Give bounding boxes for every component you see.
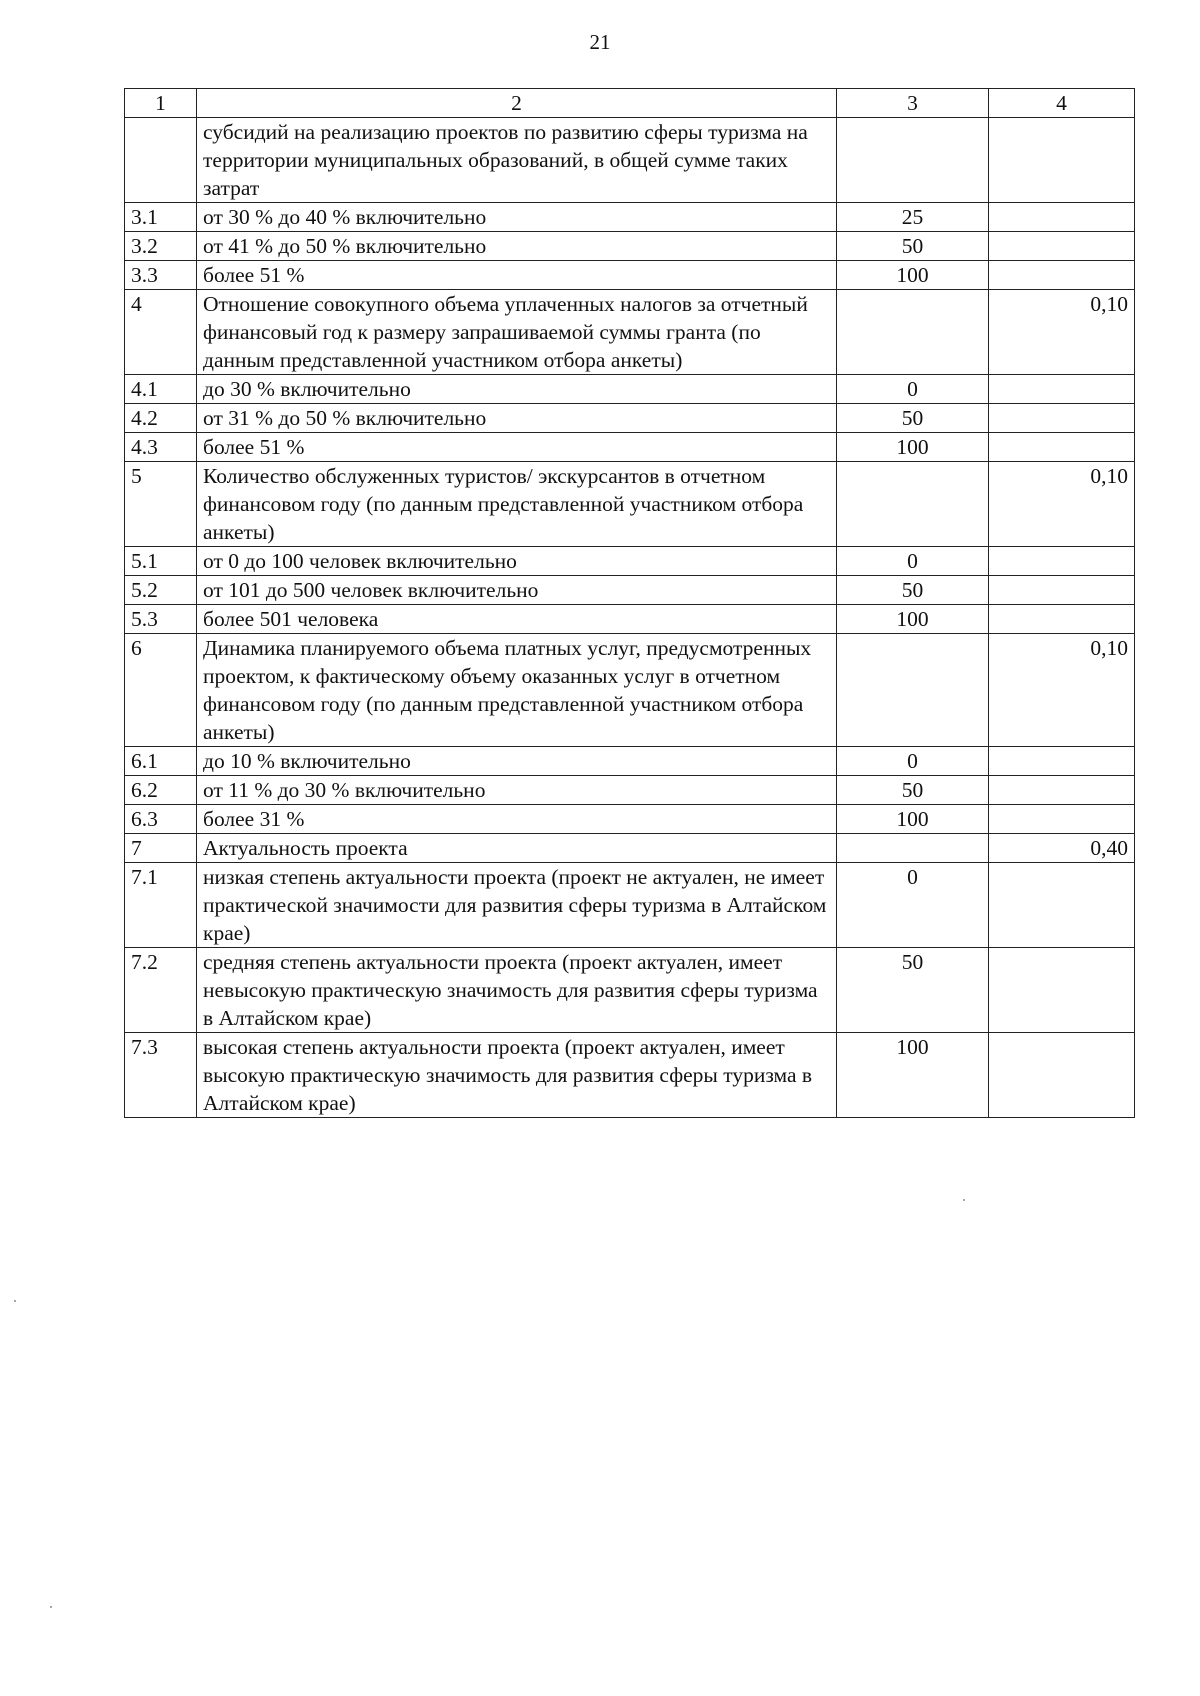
row-description-cell: Актуальность проекта (197, 834, 837, 863)
row-description-cell: более 51 % (197, 433, 837, 462)
row-weight-cell (989, 433, 1135, 462)
row-weight-cell (989, 203, 1135, 232)
row-weight-cell (989, 863, 1135, 948)
row-score-cell (837, 118, 989, 203)
header-cell-2: 2 (197, 89, 837, 118)
table-row (125, 1033, 1135, 1118)
scan-speck (50, 1606, 52, 1608)
row-weight-cell (989, 1033, 1135, 1118)
table-row (125, 375, 1135, 404)
row-number-cell: 4.2 (125, 404, 197, 433)
row-number-cell: 6.1 (125, 747, 197, 776)
table-row (125, 404, 1135, 433)
row-number-cell: 6.2 (125, 776, 197, 805)
row-number-cell: 5.2 (125, 576, 197, 605)
criteria-table (124, 88, 1135, 1118)
row-number-cell: 3.3 (125, 261, 197, 290)
row-score-cell (837, 634, 989, 747)
table-row (125, 547, 1135, 576)
row-weight-cell (989, 948, 1135, 1033)
scan-speck (963, 1199, 965, 1201)
row-score-cell: 0 (837, 863, 989, 948)
row-description-cell: средняя степень актуальности проекта (проект актуален, имеет невысокую практическую значимость для развития сферы туризма в Алтайском крае) (197, 948, 837, 1033)
table-body (125, 118, 1135, 1118)
row-score-cell: 25 (837, 203, 989, 232)
row-score-cell: 0 (837, 547, 989, 576)
row-description-cell: от 101 до 500 человек включительно (197, 576, 837, 605)
scan-speck (14, 1300, 16, 1302)
row-number-cell: 3.1 (125, 203, 197, 232)
table-row (125, 290, 1135, 375)
row-description-cell: более 501 человека (197, 605, 837, 634)
row-score-cell (837, 834, 989, 863)
row-description-cell: более 31 % (197, 805, 837, 834)
row-number-cell: 7.2 (125, 948, 197, 1033)
row-number-cell: 7.3 (125, 1033, 197, 1118)
row-number-cell (125, 118, 197, 203)
row-number-cell: 4.3 (125, 433, 197, 462)
row-score-cell: 100 (837, 261, 989, 290)
row-weight-cell (989, 547, 1135, 576)
row-number-cell: 7.1 (125, 863, 197, 948)
table-row (125, 948, 1135, 1033)
table-row (125, 261, 1135, 290)
row-description-cell: более 51 % (197, 261, 837, 290)
row-description-cell: от 0 до 100 человек включительно (197, 547, 837, 576)
row-number-cell: 4.1 (125, 375, 197, 404)
row-weight-cell: 0,10 (989, 634, 1135, 747)
table-row (125, 863, 1135, 948)
row-description-cell: Динамика планируемого объема платных услуг, предусмотренных проектом, к фактическому объему оказанных услуг в отчетном финансовом году (по данным представленной участником отбора анкеты) (197, 634, 837, 747)
row-description-cell: от 11 % до 30 % включительно (197, 776, 837, 805)
row-score-cell: 0 (837, 747, 989, 776)
table-row (125, 462, 1135, 547)
row-weight-cell (989, 747, 1135, 776)
table-header-row (125, 89, 1135, 118)
row-number-cell: 6 (125, 634, 197, 747)
row-score-cell: 100 (837, 805, 989, 834)
table-row (125, 433, 1135, 462)
table-row (125, 203, 1135, 232)
row-number-cell: 5.1 (125, 547, 197, 576)
row-description-cell: от 31 % до 50 % включительно (197, 404, 837, 433)
row-score-cell (837, 462, 989, 547)
row-weight-cell (989, 118, 1135, 203)
row-number-cell: 5 (125, 462, 197, 547)
row-score-cell: 50 (837, 404, 989, 433)
row-description-cell: Количество обслуженных туристов/ экскурсантов в отчетном финансовом году (по данным представленной участником отбора анкеты) (197, 462, 837, 547)
row-weight-cell (989, 576, 1135, 605)
row-description-cell: субсидий на реализацию проектов по развитию сферы туризма на территории муниципальных образований, в общей сумме таких затрат (197, 118, 837, 203)
table-row (125, 834, 1135, 863)
row-score-cell: 100 (837, 605, 989, 634)
row-description-cell: Отношение совокупного объема уплаченных налогов за отчетный финансовый год к размеру запрашиваемой суммы гранта (по данным представленной участником отбора анкеты) (197, 290, 837, 375)
row-score-cell: 50 (837, 948, 989, 1033)
header-cell-1: 1 (125, 89, 197, 118)
row-weight-cell (989, 261, 1135, 290)
row-description-cell: до 30 % включительно (197, 375, 837, 404)
row-weight-cell (989, 776, 1135, 805)
row-description-cell: высокая степень актуальности проекта (проект актуален, имеет высокую практическую значимость для развития сферы туризма в Алтайском крае) (197, 1033, 837, 1118)
row-number-cell: 4 (125, 290, 197, 375)
row-weight-cell: 0,10 (989, 290, 1135, 375)
header-cell-3: 3 (837, 89, 989, 118)
row-description-cell: от 30 % до 40 % включительно (197, 203, 837, 232)
table-row (125, 576, 1135, 605)
row-description-cell: от 41 % до 50 % включительно (197, 232, 837, 261)
row-number-cell: 6.3 (125, 805, 197, 834)
table-row (125, 232, 1135, 261)
row-score-cell: 100 (837, 433, 989, 462)
table-row (125, 118, 1135, 203)
table-row (125, 634, 1135, 747)
row-score-cell: 50 (837, 776, 989, 805)
row-weight-cell: 0,40 (989, 834, 1135, 863)
row-weight-cell (989, 232, 1135, 261)
row-number-cell: 7 (125, 834, 197, 863)
row-description-cell: низкая степень актуальности проекта (проект не актуален, не имеет практической значимости для развития сферы туризма в Алтайском крае) (197, 863, 837, 948)
row-weight-cell (989, 404, 1135, 433)
table-row (125, 776, 1135, 805)
row-weight-cell (989, 805, 1135, 834)
page-number: 21 (589, 30, 611, 54)
row-score-cell: 50 (837, 232, 989, 261)
row-score-cell (837, 290, 989, 375)
table-row (125, 747, 1135, 776)
row-score-cell: 100 (837, 1033, 989, 1118)
row-score-cell: 50 (837, 576, 989, 605)
row-number-cell: 5.3 (125, 605, 197, 634)
table-row (125, 805, 1135, 834)
row-weight-cell: 0,10 (989, 462, 1135, 547)
row-score-cell: 0 (837, 375, 989, 404)
row-weight-cell (989, 375, 1135, 404)
row-description-cell: до 10 % включительно (197, 747, 837, 776)
table-row (125, 605, 1135, 634)
row-weight-cell (989, 605, 1135, 634)
row-number-cell: 3.2 (125, 232, 197, 261)
header-cell-4: 4 (989, 89, 1135, 118)
